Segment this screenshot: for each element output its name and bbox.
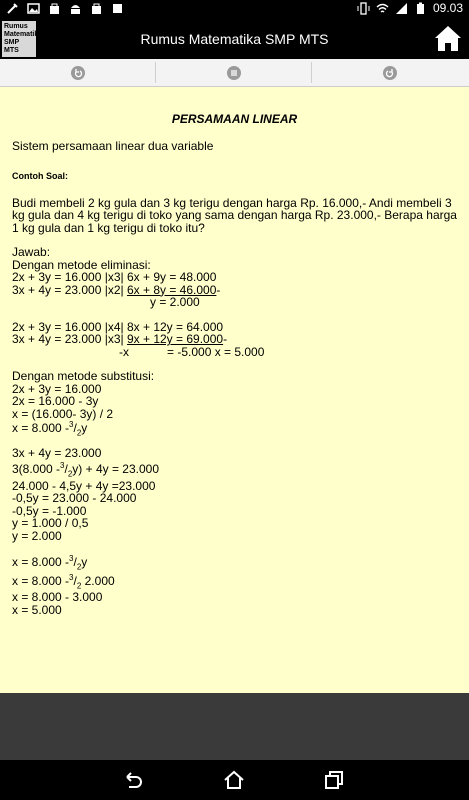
- nav-bar: [0, 760, 469, 800]
- vibrate-icon: [357, 2, 370, 15]
- article-content: [0, 87, 469, 693]
- subtitle: Sistem persamaan linear dua variable: [12, 138, 214, 153]
- equation-result: y = 2.000: [150, 295, 200, 309]
- previous-button[interactable]: [0, 59, 155, 86]
- equation-line: 2x + 3y = 16.000 |x3| 6x + 9y = 48.000: [12, 270, 217, 284]
- forward-circle-icon: [383, 66, 397, 80]
- ad-area: [0, 693, 469, 760]
- example-label: Contoh Soal:: [12, 171, 68, 181]
- back-circle-icon: [71, 66, 85, 80]
- app-bar: [0, 19, 469, 59]
- image-icon: [27, 2, 40, 15]
- equation-line: y = 2.000: [12, 528, 62, 543]
- equation-line: y = 1.000 / 0,5: [12, 516, 89, 530]
- equation-line: -0,5y = -1.000: [12, 503, 87, 518]
- substitution-title: Dengan metode substitusi:: [12, 369, 155, 383]
- equation-result: -x = -5.000 x = 5.000: [119, 344, 265, 359]
- back-icon[interactable]: [121, 768, 145, 792]
- app-logo: Rumus Matematika SMP MTS: [2, 21, 36, 57]
- equation-line: 24.000 - 4,5y + 4y =23.000: [12, 478, 156, 493]
- equation-line: 3x + 4y = 23.000 |x2| 6x + 8y = 46.000-: [12, 282, 221, 297]
- equation-line: x = 8.000 $-^3/_2y$: [12, 554, 88, 572]
- answer-label: Jawab:: [12, 245, 51, 259]
- equation-line: x = (16.000- 3y) / 2: [12, 406, 114, 421]
- equation-line: x = 8.000 - 3.000: [12, 590, 103, 604]
- next-button[interactable]: [312, 59, 467, 86]
- tools-icon: [6, 2, 19, 15]
- status-bar: [0, 0, 469, 19]
- battery-icon: [414, 2, 427, 15]
- equation-line: 2x + 3y = 16.000: [12, 381, 102, 396]
- elimination-title: Dengan metode eliminasi:: [12, 257, 151, 272]
- home-icon[interactable]: [222, 768, 246, 792]
- menu-button[interactable]: [156, 59, 311, 86]
- equation-line: x = 8.000 $-^3/_2$ 2.000: [12, 572, 115, 590]
- android-icon: [69, 2, 82, 15]
- app-title: Rumus Matematika SMP MTS: [140, 31, 329, 47]
- equation-line: 2x = 16.000 - 3y: [12, 394, 99, 408]
- notification-icons: [6, 2, 124, 15]
- home-button[interactable]: [433, 23, 463, 53]
- page-title: PERSAMAAN LINEAR: [171, 112, 298, 126]
- equation-line: 2x + 3y = 16.000 |x4| 8x + 12y = 64.000: [12, 319, 224, 334]
- equation-line: -0,5y = 23.000 - 24.000: [12, 491, 137, 505]
- list-circle-icon: [227, 66, 241, 80]
- clock: 09.03: [432, 1, 463, 15]
- equation-line: x = 5.000: [12, 602, 62, 617]
- equation-line: 3x + 4y = 23.000 |x3| 9x + 12y = 69.000-: [12, 332, 228, 346]
- recents-icon[interactable]: [322, 768, 346, 792]
- equation-line: x = 8.000 $-^3/_2y$: [12, 420, 88, 438]
- bag-icon: [90, 2, 103, 15]
- problem-text: Budi membeli 2 kg gula dan 3 kg terigu dengan harga Rp. 16.000,- Andi membeli 3 kg gula dan 4 kg terigu di toko yang sama dengan harga Rp. 23.000,- Berapa harga 1 kg gula dan 1 kg terigu di toko itu?: [12, 195, 457, 235]
- wifi-icon: [376, 2, 389, 15]
- toolbar: [0, 59, 469, 87]
- bag-icon: [48, 2, 61, 15]
- square-icon: [111, 2, 124, 15]
- signal-icon: [395, 2, 408, 15]
- equation-line: 3x + 4y = 23.000: [12, 445, 102, 460]
- equation-line: 3(8.000 $-^3/_2y) + 4y = 23.000$: [12, 461, 160, 479]
